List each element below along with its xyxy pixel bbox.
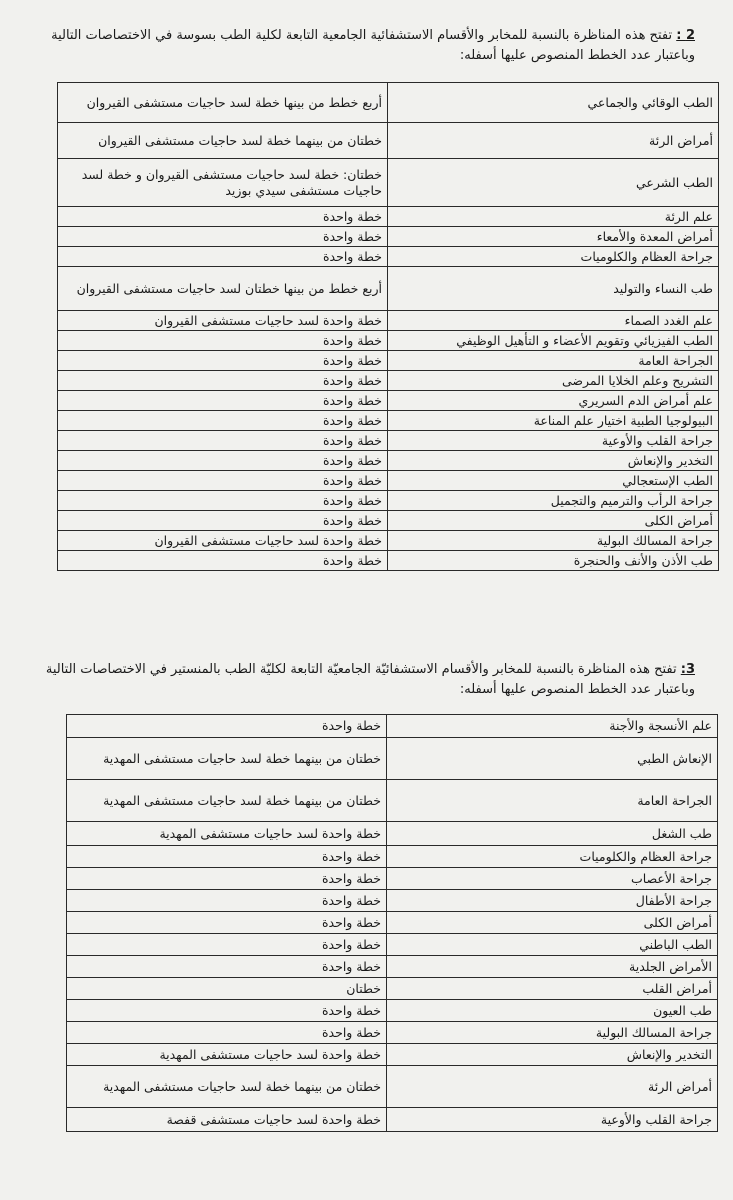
specialty-cell: علم الأنسجة والأجنة <box>387 715 718 738</box>
specialty-cell: جراحة الأطفال <box>387 890 718 912</box>
table-row <box>58 391 719 411</box>
plan-count-cell: خطة واحدة <box>67 890 387 912</box>
plan-count-cell: خطتان من بينهما خطة لسد حاجيات مستشفى القيروان <box>58 123 388 159</box>
table-row <box>58 551 719 571</box>
plan-count-cell: خطة واحدة <box>67 1000 387 1022</box>
table-row <box>67 846 718 868</box>
specialty-cell: التخدير والإنعاش <box>387 1044 718 1066</box>
plan-count-cell: خطة واحدة لسد حاجيات مستشفى القيروان <box>58 531 388 551</box>
table-row <box>58 159 719 207</box>
section-3-intro <box>45 660 695 700</box>
specialty-cell: طب النساء والتوليد <box>388 267 719 311</box>
plan-count-cell: خطة واحدة <box>58 551 388 571</box>
plan-count-cell: خطة واحدة <box>58 511 388 531</box>
plan-count-cell: خطة واحدة <box>58 331 388 351</box>
plan-count-cell: خطتان من بينهما خطة لسد حاجيات مستشفى المهدية <box>67 1066 387 1108</box>
table-row <box>58 83 719 123</box>
table-row <box>58 123 719 159</box>
plan-count-cell: خطة واحدة <box>67 868 387 890</box>
table-row <box>58 351 719 371</box>
table-row <box>58 431 719 451</box>
plan-count-cell: خطتان من بينهما خطة لسد حاجيات مستشفى المهدية <box>67 780 387 822</box>
specialty-cell: أمراض الرئة <box>387 1066 718 1108</box>
plan-count-cell: خطة واحدة لسد حاجيات مستشفى المهدية <box>67 1044 387 1066</box>
plan-count-cell: خطة واحدة <box>58 351 388 371</box>
plan-count-cell: خطة واحدة <box>58 207 388 227</box>
plan-count-cell: خطة واحدة لسد حاجيات مستشفى قفصة <box>67 1108 387 1132</box>
section-3-table-body <box>67 715 718 1132</box>
specialty-cell: الجراحة العامة <box>387 780 718 822</box>
table-row <box>67 780 718 822</box>
specialty-cell: الطب الوقائي والجماعي <box>388 83 719 123</box>
table-row <box>58 491 719 511</box>
table-row <box>58 227 719 247</box>
table-row <box>58 267 719 311</box>
specialty-cell: جراحة العظام والكلوميات <box>387 846 718 868</box>
section-2-number: 2 : <box>676 28 695 43</box>
plan-count-cell: خطة واحدة <box>67 912 387 934</box>
plan-count-cell: خطة واحدة <box>67 1022 387 1044</box>
specialty-cell: الطب الباطني <box>387 934 718 956</box>
table-row <box>58 511 719 531</box>
plan-count-cell: خطة واحدة لسد حاجيات مستشفى المهدية <box>67 822 387 846</box>
table-row <box>67 1022 718 1044</box>
specialty-cell: جراحة الرأب والترميم والتجميل <box>388 491 719 511</box>
table-row <box>67 1066 718 1108</box>
section-2-text: تفتح هذه المناظرة بالنسبة للمخابر والأقسام الاستشفائية الجامعية التابعة لكلية الطب بسوسة في الاختصاصات التالية وباعتبار عدد الخطط المنصوص عليها أسفله: <box>51 28 695 63</box>
specialty-cell: الإنعاش الطبي <box>387 738 718 780</box>
specialty-cell: الطب الشرعي <box>388 159 719 207</box>
table-row <box>58 411 719 431</box>
plan-count-cell: خطة واحدة <box>58 431 388 451</box>
specialty-cell: أمراض الرئة <box>388 123 719 159</box>
specialty-cell: الطب الإستعجالي <box>388 471 719 491</box>
specialty-cell: البيولوجيا الطبية اختيار علم المناعة <box>388 411 719 431</box>
table-row <box>67 934 718 956</box>
specialty-cell: جراحة العظام والكلوميات <box>388 247 719 267</box>
specialty-cell: جراحة المسالك البولية <box>388 531 719 551</box>
specialty-cell: أمراض الكلى <box>388 511 719 531</box>
table-row <box>58 331 719 351</box>
specialty-cell: أمراض المعدة والأمعاء <box>388 227 719 247</box>
table-row <box>67 1044 718 1066</box>
plan-count-cell: خطة واحدة <box>67 956 387 978</box>
specialty-cell: الجراحة العامة <box>388 351 719 371</box>
specialty-cell: طب العيون <box>387 1000 718 1022</box>
table-row <box>67 1108 718 1132</box>
specialty-cell: علم الغدد الصماء <box>388 311 719 331</box>
plan-count-cell: خطة واحدة <box>58 471 388 491</box>
table-row <box>67 956 718 978</box>
plan-count-cell: خطتان من بينهما خطة لسد حاجيات مستشفى المهدية <box>67 738 387 780</box>
table-row <box>67 822 718 846</box>
specialty-cell: طب الأذن والأنف والحنجرة <box>388 551 719 571</box>
specialty-cell: طب الشغل <box>387 822 718 846</box>
plan-count-cell: خطة واحدة <box>67 846 387 868</box>
plan-count-cell: خطة واحدة <box>67 934 387 956</box>
plan-count-cell: خطتان: خطة لسد حاجيات مستشفى القيروان و خطة لسد حاجيات مستشفى سيدي بوزيد <box>58 159 388 207</box>
plan-count-cell: خطة واحدة <box>58 411 388 431</box>
table-row <box>67 1000 718 1022</box>
table-row <box>58 451 719 471</box>
plan-count-cell: خطة واحدة <box>58 371 388 391</box>
specialty-cell: التخدير والإنعاش <box>388 451 719 471</box>
table-row <box>67 978 718 1000</box>
specialty-cell: التشريح وعلم الخلايا المرضى <box>388 371 719 391</box>
table-row <box>58 531 719 551</box>
plan-count-cell: خطة واحدة <box>67 715 387 738</box>
table-row <box>67 738 718 780</box>
specialty-cell: علم أمراض الدم السريري <box>388 391 719 411</box>
plan-count-cell: خطة واحدة <box>58 451 388 471</box>
table-row <box>58 371 719 391</box>
table-row <box>67 912 718 934</box>
specialty-cell: جراحة المسالك البولية <box>387 1022 718 1044</box>
table-row <box>67 715 718 738</box>
table-row <box>58 471 719 491</box>
plan-count-cell: خطتان <box>67 978 387 1000</box>
plan-count-cell: خطة واحدة <box>58 247 388 267</box>
plan-count-cell: أربع خطط من بينها خطتان لسد حاجيات مستشفى القيروان <box>58 267 388 311</box>
plan-count-cell: خطة واحدة <box>58 227 388 247</box>
specialty-cell: الطب الفيزيائي وتقويم الأعضاء و التأهيل الوظيفي <box>388 331 719 351</box>
specialty-cell: جراحة القلب والأوعية <box>388 431 719 451</box>
section-3-table <box>66 714 718 1132</box>
table-row <box>67 868 718 890</box>
specialty-cell: جراحة القلب والأوعية <box>387 1108 718 1132</box>
section-2-table <box>57 82 719 571</box>
specialty-cell: الأمراض الجلدية <box>387 956 718 978</box>
plan-count-cell: أربع خطط من بينها خطة لسد حاجيات مستشفى القيروان <box>58 83 388 123</box>
specialty-cell: علم الرئة <box>388 207 719 227</box>
table-row <box>58 247 719 267</box>
section-2-table-body <box>58 83 719 571</box>
table-row <box>58 311 719 331</box>
section-3-text: تفتح هذه المناظرة بالنسبة للمخابر والأقسام الاستشفائيّة الجامعيّة التابعة لكليّة الطب بالمنستير في الاختصاصات التالية وباعتبار عدد الخطط المنصوص عليها أسفله: <box>45 662 695 697</box>
plan-count-cell: خطة واحدة لسد حاجيات مستشفى القيروان <box>58 311 388 331</box>
plan-count-cell: خطة واحدة <box>58 491 388 511</box>
specialty-cell: جراحة الأعصاب <box>387 868 718 890</box>
plan-count-cell: خطة واحدة <box>58 391 388 411</box>
specialty-cell: أمراض القلب <box>387 978 718 1000</box>
table-row <box>58 207 719 227</box>
table-row <box>67 890 718 912</box>
section-2-intro <box>45 26 695 66</box>
specialty-cell: أمراض الكلى <box>387 912 718 934</box>
section-3-number: 3: <box>680 662 695 677</box>
